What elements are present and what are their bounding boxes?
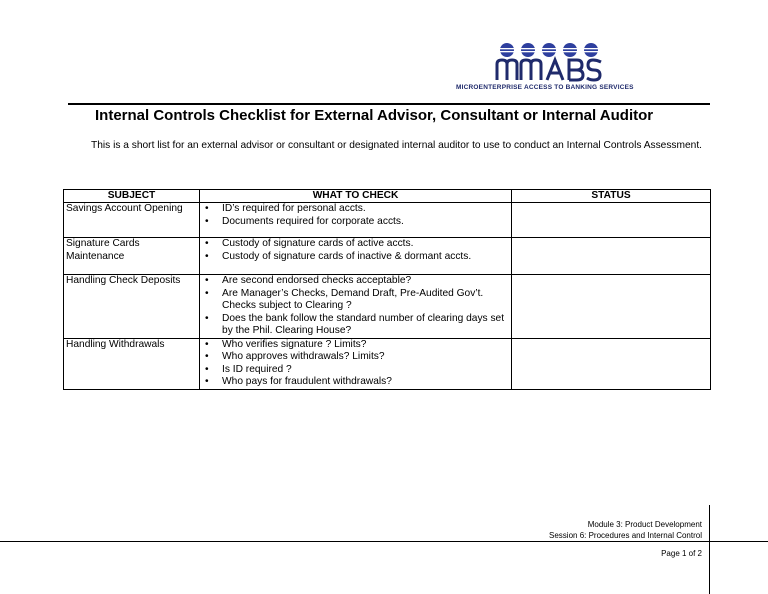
check-list [202, 339, 509, 389]
check-item: • Are Manager’s Checks, Demand Draft, Pre-Audited Gov’t. Checks subject to Clearing ? [202, 288, 509, 313]
check-list [202, 238, 509, 263]
intro-text: This is a short list for an external advisor or consultant or designated internal auditor to use to conduct an Internal Controls Assessment. [91, 140, 703, 151]
subject-cell: Handling Withdrawals [64, 338, 200, 389]
check-item: • Who pays for fraudulent withdrawals? [202, 376, 509, 389]
table-row [64, 203, 711, 238]
checks-cell [200, 203, 512, 238]
header-subject: SUBJECT [64, 190, 200, 203]
document-title: Internal Controls Checklist for External Advisor, Consultant or Internal Auditor [95, 107, 654, 124]
check-item: • Are second endorsed checks acceptable? [202, 275, 509, 288]
status-cell[interactable] [512, 203, 711, 238]
table-row [64, 238, 711, 275]
checks-cell [200, 338, 512, 389]
status-cell[interactable] [512, 338, 711, 389]
check-item: • Who verifies signature ? Limits? [202, 339, 509, 352]
logo-dot-4 [562, 43, 578, 57]
table-header-row [64, 190, 711, 203]
check-item: • Does the bank follow the standard number of clearing days set by the Phil. Clearing House? [202, 313, 509, 338]
checks-cell [200, 275, 512, 339]
logo-tagline: MICROENTERPRISE ACCESS TO BANKING SERVICES [456, 84, 634, 91]
logo-dot-1 [499, 43, 515, 57]
intro-paragraph [68, 139, 708, 152]
page-number: Page 1 of 2 [661, 549, 702, 558]
check-item: • Custody of signature cards of inactive & dormant accts. [202, 251, 509, 264]
logo-dot-3 [541, 43, 557, 57]
footer-module: Module 3: Product Development [587, 520, 702, 529]
logo-letters [497, 60, 601, 80]
logo-dot-2 [520, 43, 536, 57]
status-cell[interactable] [512, 275, 711, 339]
title-rule [68, 103, 710, 105]
table-row [64, 338, 711, 389]
check-item: • Documents required for corporate accts. [202, 216, 509, 229]
subject-cell: Handling Check Deposits [64, 275, 200, 339]
checks-cell [200, 238, 512, 275]
subject-cell: Signature Cards Maintenance [64, 238, 200, 275]
check-item: • Custody of signature cards of active accts. [202, 238, 509, 251]
logo-dot-5 [583, 43, 599, 57]
checklist-table [63, 189, 711, 390]
check-list [202, 203, 509, 228]
mabs-logo-graphic [493, 40, 653, 84]
header-what-to-check: WHAT TO CHECK [200, 190, 512, 203]
check-item: • Who approves withdrawals? Limits? [202, 351, 509, 364]
footer-horizontal-rule [0, 541, 768, 542]
footer-session: Session 6: Procedures and Internal Control [549, 531, 702, 540]
table-row [64, 275, 711, 339]
check-item: • ID’s required for personal accts. [202, 203, 509, 216]
header-status: STATUS [512, 190, 711, 203]
footer-caption [549, 519, 702, 541]
check-item: • Is ID required ? [202, 364, 509, 377]
check-list [202, 275, 509, 338]
footer-vertical-rule [709, 505, 710, 594]
status-cell[interactable] [512, 238, 711, 275]
subject-cell: Savings Account Opening [64, 203, 200, 238]
